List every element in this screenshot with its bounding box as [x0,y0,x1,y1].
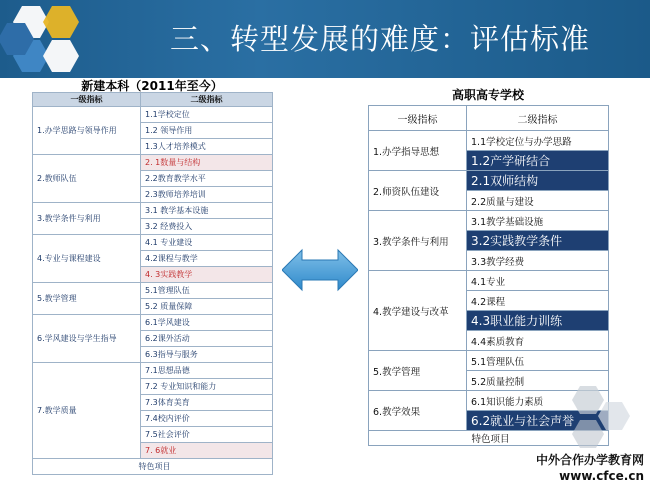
table-row [33,203,273,219]
featured-items-label: 特色项目 [369,431,609,446]
table-row [369,351,609,371]
slide-title: 三、转型发展的难度：评估标准 [169,22,590,56]
level2-indicator: 5.2质量控制 [467,371,609,391]
level1-indicator: 3.教学条件与利用 [369,211,467,271]
table-footer-row [33,459,273,475]
level2-indicator: 4.1 专业建设 [141,235,273,251]
table-row [33,315,273,331]
level1-indicator: 2.教师队伍 [33,155,141,203]
level2-indicator-highlighted: 2.1双师结构 [467,171,609,191]
level2-indicator: 5.1管理队伍 [467,351,609,371]
column-header-level1: 一级指标 [33,93,141,107]
level2-indicator: 4.4素质教育 [467,331,609,351]
level2-indicator: 7.5社会评价 [141,427,273,443]
level1-indicator: 4.教学建设与改革 [369,271,467,351]
table-row [369,271,609,291]
table-row [33,155,273,171]
level1-indicator: 4.专业与课程建设 [33,235,141,283]
level2-indicator-highlighted: 6.2就业与社会声誉 [467,411,609,431]
level2-indicator: 6.3指导与服务 [141,347,273,363]
level2-indicator: 3.2 经费投入 [141,219,273,235]
watermark [536,452,644,484]
table-row [33,107,273,123]
column-header-level1: 一级指标 [369,106,467,131]
level2-indicator: 1.2 领导作用 [141,123,273,139]
undergraduate-criteria-table [32,92,273,475]
level2-indicator: 2.2教育教学水平 [141,171,273,187]
level2-indicator: 3.3教学经费 [467,251,609,271]
level2-indicator: 1.1学校定位 [141,107,273,123]
table-row [369,131,609,151]
table-row [33,283,273,299]
level2-indicator: 6.1学风建设 [141,315,273,331]
level2-indicator: 3.1 教学基本设施 [141,203,273,219]
hexagon-logo-icon [0,0,110,78]
level2-indicator-highlighted: 4.3职业能力训练 [467,311,609,331]
level2-indicator: 7.3体育美育 [141,395,273,411]
level2-indicator: 1.3人才培养模式 [141,139,273,155]
level1-indicator: 1.办学思路与领导作用 [33,107,141,155]
level2-indicator-highlighted: 4. 3实践教学 [141,267,273,283]
level2-indicator: 2.2质量与建设 [467,191,609,211]
featured-items-label: 特色项目 [33,459,273,475]
table-row [369,211,609,231]
level2-indicator: 7.4校内评价 [141,411,273,427]
level1-indicator: 3.教学条件与利用 [33,203,141,235]
level2-indicator: 7.1思想品德 [141,363,273,379]
level1-indicator: 6.学风建设与学生指导 [33,315,141,363]
level2-indicator-highlighted: 7. 6就业 [141,443,273,459]
level2-indicator: 5.2 质量保障 [141,299,273,315]
double-arrow-icon [282,248,358,292]
column-header-level2: 二级指标 [467,106,609,131]
level2-indicator: 5.1管理队伍 [141,283,273,299]
level1-indicator: 6.教学效果 [369,391,467,431]
level2-indicator: 4.1专业 [467,271,609,291]
level2-indicator: 4.2课程 [467,291,609,311]
right-table-caption: 高职高专学校 [451,88,524,102]
level2-indicator: 3.1教学基础设施 [467,211,609,231]
level2-indicator-highlighted: 3.2实践教学条件 [467,231,609,251]
table-row [33,235,273,251]
level2-indicator: 2.3教师培养培训 [141,187,273,203]
level2-indicator: 1.1学校定位与办学思路 [467,131,609,151]
table-row [33,363,273,379]
level1-indicator: 2.师资队伍建设 [369,171,467,211]
level2-indicator-highlighted: 1.2产学研结合 [467,151,609,171]
level2-indicator: 4.2课程与教学 [141,251,273,267]
level2-indicator: 6.1知识能力素质 [467,391,609,411]
watermark-site-name: 中外合作办学教育网 [535,453,644,467]
level1-indicator: 5.教学管理 [369,351,467,391]
level2-indicator: 7.2 专业知识和能力 [141,379,273,395]
title-banner [0,0,650,78]
left-table-caption: 新建本科（2011年至今） [81,79,223,93]
level1-indicator: 1.办学指导思想 [369,131,467,171]
level2-indicator: 6.2课外活动 [141,331,273,347]
level1-indicator: 7.教学质量 [33,363,141,459]
column-header-level2: 二级指标 [141,93,273,107]
watermark-url: www.cfce.cn [559,469,644,483]
level2-indicator-highlighted: 2. 1数量与结构 [141,155,273,171]
level1-indicator: 5.教学管理 [33,283,141,315]
table-row [369,171,609,191]
